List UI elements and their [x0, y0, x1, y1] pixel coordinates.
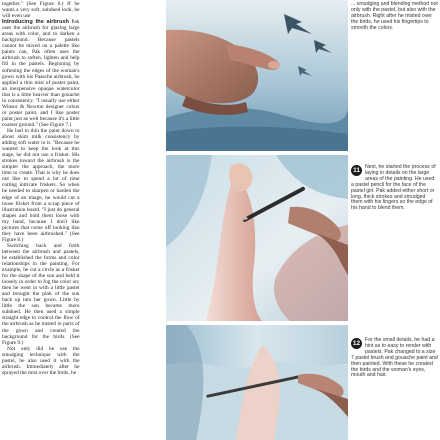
- caption-text: Next, he started the process of laying in details on the large areas of the painting. He used a pastel pencil for the face of the pastel girl. Pak added either short or long, thick strokes and smudged them with his fingers so the edge of his hand to blend them.: [351, 164, 436, 212]
- article-paragraph: He had to thin the paint down to about skim milk consistency by adding soft water to it. "Because he wanted to keep the look at this stage, he did not use a frisket. His strokes toward the airbrush is the simpler the approach, the more time to create. That is why he does not like to spend a lot of time cutting intricate friskets. So when he needed to sharpen or harden the edge of an image, he would cut a loose frisket from a scrap piece of illustration board. "I just do general shapes and hold them loose with my hand, because I don't like pictures that come off looking like they have been airbrushed." (See Figure 8.): [2, 127, 80, 243]
- article-paragraph: together." (See Figure 6.) If he wants a very soft, subdued look, he will even use: [2, 1, 80, 20]
- caption-text: For the small details, he had a hint as to easy to render with pastels. Pak changed to a size 7 pastel brush and gouache paint and then painted. With these he created the birds and the woman's eyes, mouth and hair.: [351, 337, 438, 379]
- article-paragraph: Introducing the airbrush Pak uses the airbrush for glazing large areas with color, and to darken a background. Because pastels cannot be mixed on a palette like paints can, Pak often uses the airbrush to soften, lighten and help fill in the pastels. Beginning by softening the edges of the woman's gown with his Paasche airbrush, he applied a thin mist of poster paint, an inexpensive opaque watercolor that is a little heavier than gouache in consistency. "I usually use either Winsor & Newton designer colors or poster paint, and I like poster paint just as well because it's a little coarser ground." (See Figure 7.): [2, 19, 80, 128]
- photo-column: [166, 0, 348, 440]
- photo-brush-details: [166, 325, 348, 440]
- photo-pastel-pencil: [166, 155, 348, 321]
- caption-10: [351, 2, 438, 32]
- photo-smudging-birds: [166, 0, 348, 151]
- article-text-column: [0, 0, 163, 440]
- caption-number-badge: 11: [351, 165, 362, 176]
- article-paragraph: Switching back and forth between the airbrush and pastels, he established the forms and color relationships in the painting. For example, he cut a circle as a frisket for the shape of the sun and held it loosely in order to fog the color on; then he went in with a little pastel and brought the pink of the sun back up into her gown. Little by little the sun became more subdued. He then used a simple straight edge to control the flow of the airbrush as he misted in parts of the gown and created the background for the birds. (See Figure 9.): [2, 242, 80, 346]
- caption-text: ... smudging and blending method not only with the pastel, but also with the airbrush. Right after he misted over the birds, he used his fingertips to smooth the colors.: [351, 1, 438, 31]
- section-heading: Introducing the airbrush: [2, 19, 69, 26]
- caption-column: [351, 0, 440, 440]
- caption-number-badge: 12: [352, 340, 361, 347]
- article-paragraph: Not only did he use the smudging technique with the pastel, he also used it with the airbrush. Immediately after he sprayed the mist over the birds, he: [2, 345, 80, 376]
- caption-12: [351, 338, 438, 379]
- caption-11: [351, 165, 438, 212]
